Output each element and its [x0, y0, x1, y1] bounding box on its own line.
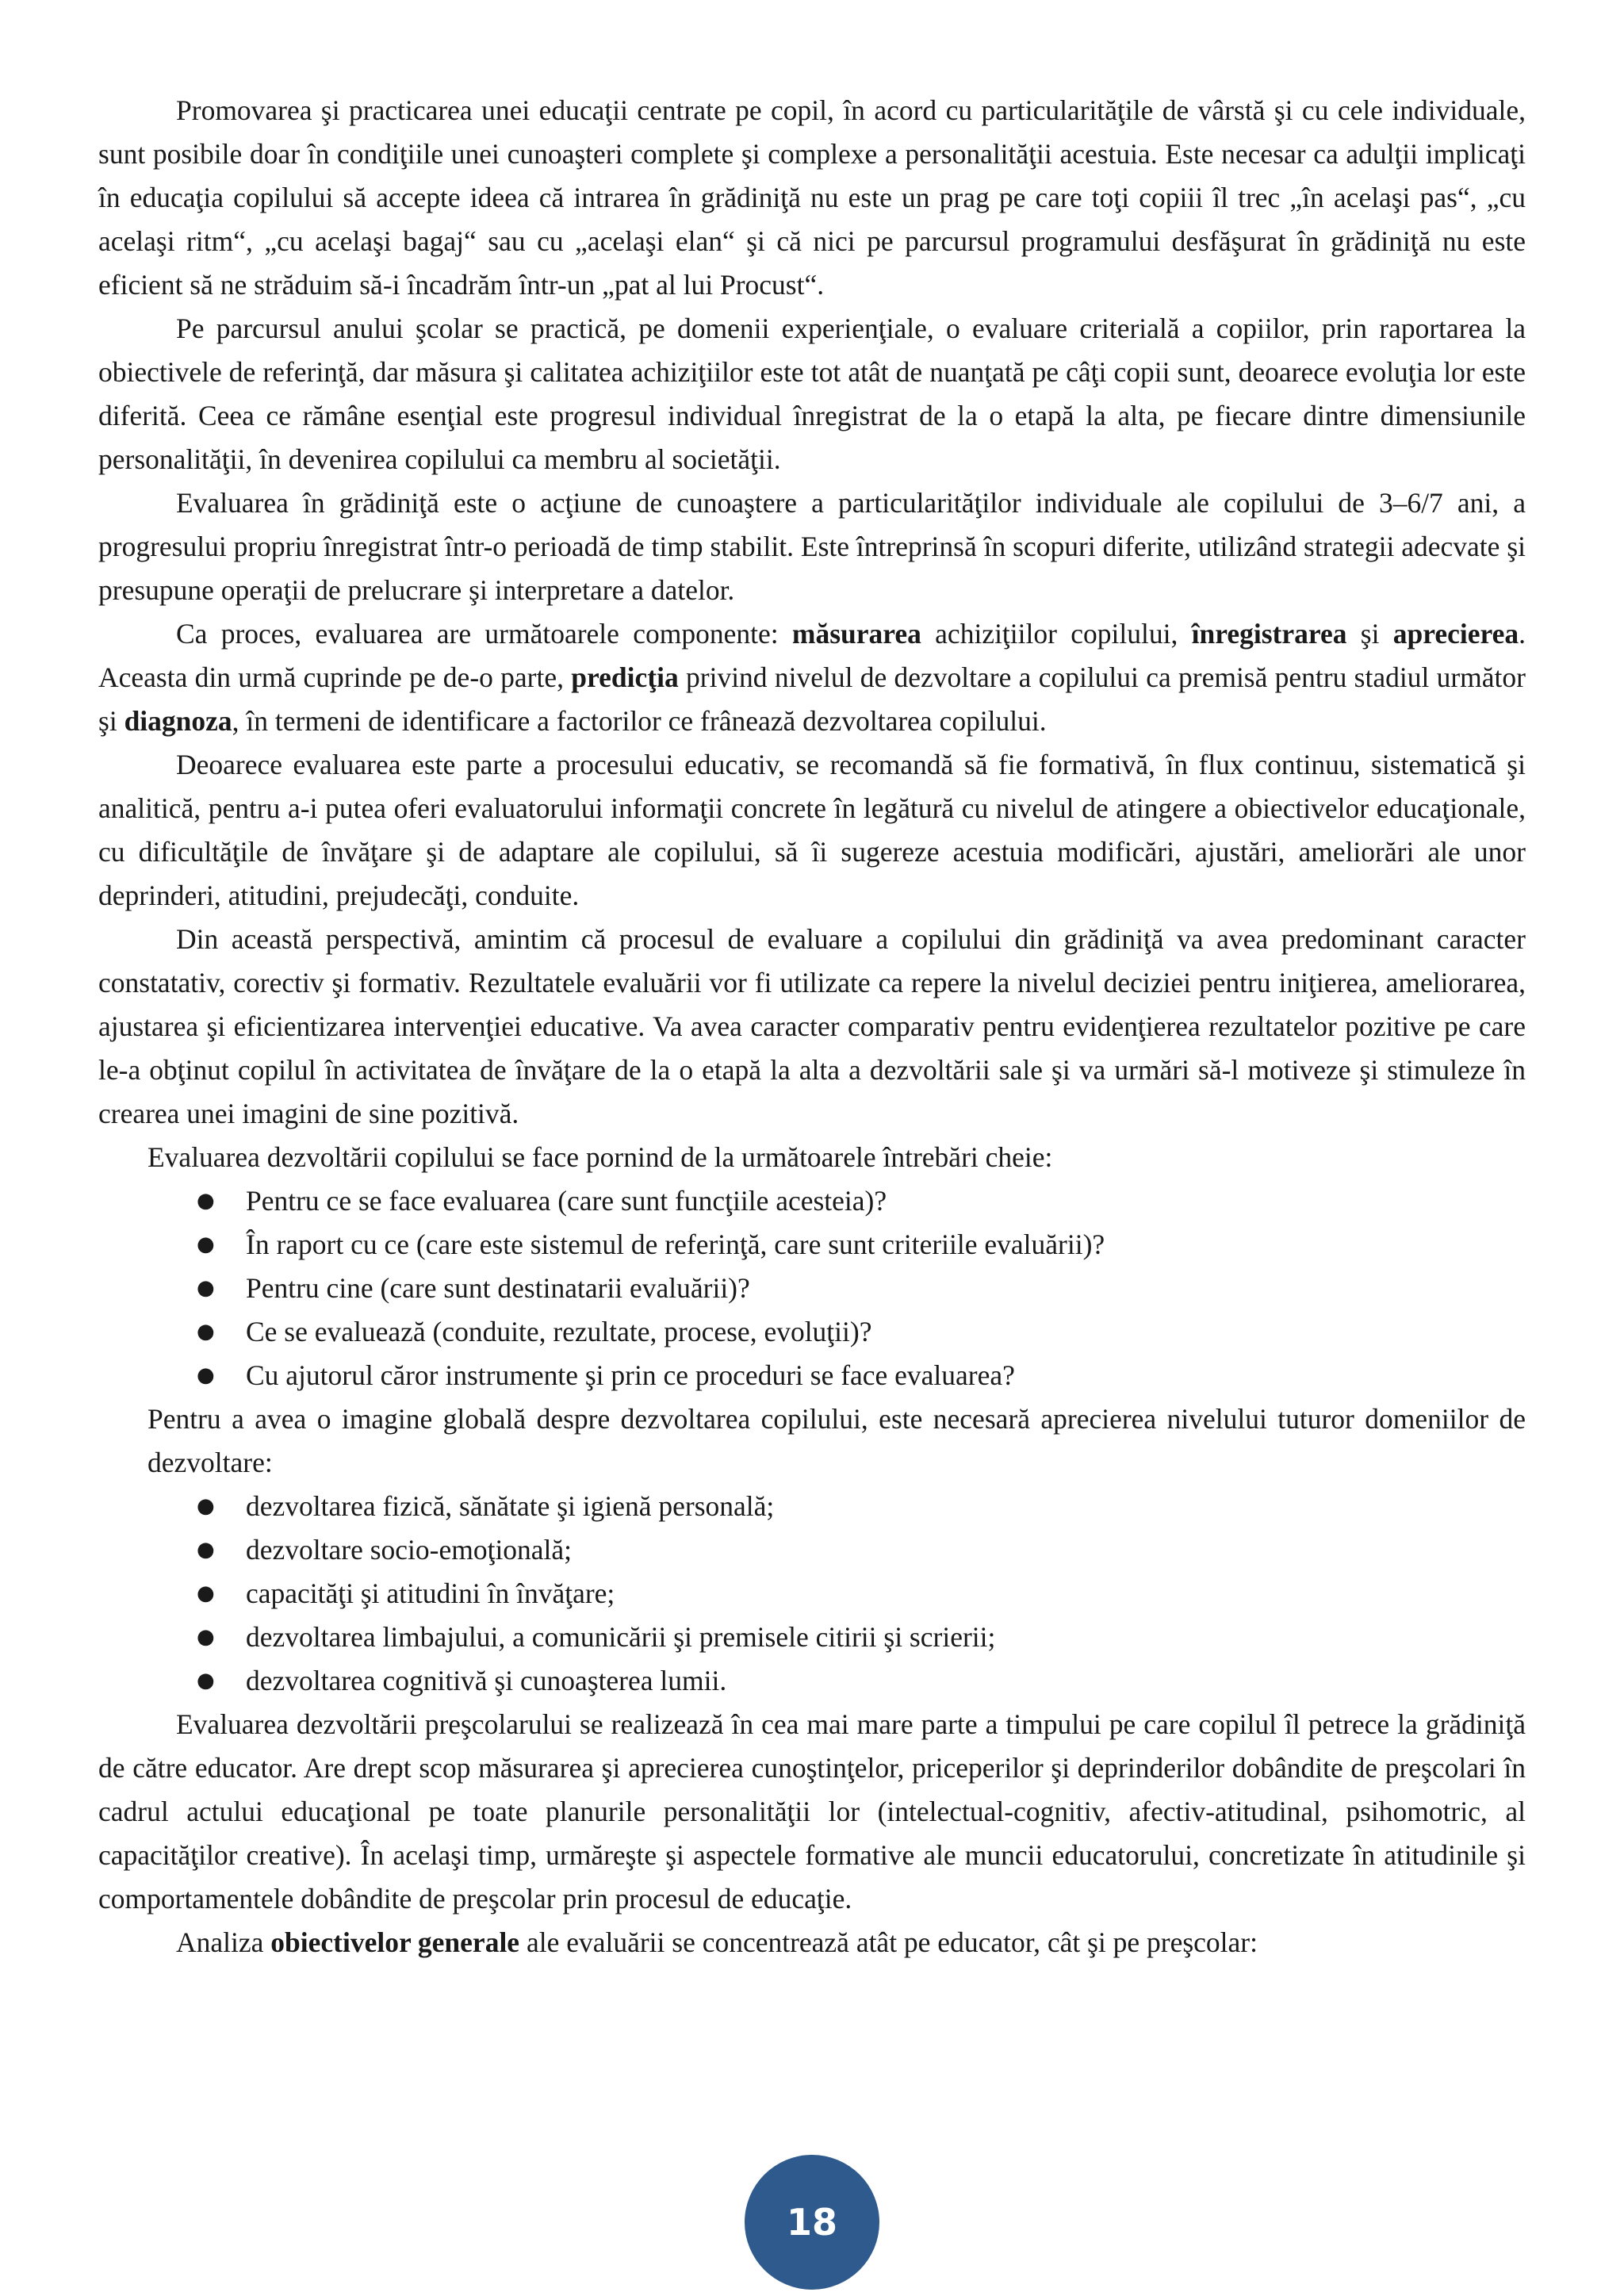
bold-term-predictia: predicţia — [571, 661, 679, 693]
list-item-text: Pentru ce se face evaluarea (care sunt funcţiile acesteia)? — [246, 1185, 887, 1217]
list-item-text: dezvoltare socio-emoţională; — [246, 1534, 573, 1566]
list-item — [197, 1310, 1526, 1354]
bold-term-diagnoza: diagnoza — [124, 705, 232, 737]
bullet-icon: ● — [197, 1625, 215, 1649]
list-item — [197, 1223, 1526, 1267]
text-run: ale evaluării se concentrează atât pe educator, cât şi pe preşcolar: — [519, 1926, 1258, 1958]
paragraph-criterial-evaluation: Pe parcursul anului şcolar se practică, pe domenii experienţiale, o evaluare criterială a copiilor, prin raportarea la obiectivele de referinţă, dar măsura şi calitatea achiziţiilor este tot atât de nuanţată pe câţi copii sunt, deoarece evoluţia lor este diferită. Ceea ce rămâne esenţial este progresul individual înregistrat de la o etapă la alta, pe fiecare dintre dimensiunile personalităţii, în devenirea copilului ca membru al societăţii. — [98, 312, 1526, 475]
page-number-badge — [745, 2155, 879, 2290]
list-item — [197, 1659, 1526, 1703]
key-questions-list — [98, 1179, 1526, 1397]
bullet-icon: ● — [197, 1189, 215, 1213]
text-run: , în termeni de identificare a factorilor ce frânează dezvoltarea copilului. — [232, 705, 1047, 737]
text-run: şi — [1346, 618, 1393, 650]
paragraph-perspective: Din această perspectivă, amintim că procesul de evaluare a copilului din grădiniţă va avea predominant caracter constatativ, corectiv şi formativ. Rezultatele evaluării vor fi utilizate ca repere la nivelul deciziei pentru iniţierea, ameliorarea, ajustarea şi eficientizarea intervenţiei educative. Va avea caracter comparativ pentru evidenţierea rezultatelor pozitive pe care le-a obţinut copilul în activitatea de învăţare de la o etapă la alta a dezvoltării sale şi va urmări să-l motiveze şi stimuleze în crearea unei imagini de sine pozitivă. — [98, 923, 1526, 1129]
text-run: achiziţiilor copilului, — [921, 618, 1192, 650]
list-item-text: Pentru cine (care sunt destinatarii evaluării)? — [246, 1272, 750, 1304]
list-item — [197, 1267, 1526, 1310]
text-run: privind nivelul de dezvoltare a copilului ca premisă pentru stadiul următor şi — [98, 661, 1526, 737]
text-run: Ca proces, evaluarea are următoarele componente: — [176, 618, 792, 650]
list-item-text: Ce se evaluează (conduite, rezultate, procese, evoluţii)? — [246, 1316, 872, 1347]
paragraph-evaluation-components — [98, 612, 1526, 743]
paragraph-preschooler-evaluation: Evaluarea dezvoltării preşcolarului se realizează în cea mai mare parte a timpului pe care copilul îl petrece la grădiniţă de către educator. Are drept scop măsurarea şi aprecierea cunoştinţelor, priceperilor şi deprinderilor dobândite de preşcolari în cadrul actului educaţional pe toate planurile personalităţii lor (intelectual-cognitiv, afectiv-atitudinal, psihomotric, al capacităţilor creative). În acelaşi timp, urmăreşte şi aspectele formative ale muncii educatorului, concretizate în atitudinile şi comportamentele dobândite de preşcolar prin procesul de educaţie. — [98, 1708, 1526, 1915]
bullet-icon: ● — [197, 1276, 215, 1300]
page-number: 18 — [786, 2201, 837, 2244]
development-domains-list — [98, 1485, 1526, 1703]
paragraph-evaluation-definition: Evaluarea în grădiniţă este o acţiune de cunoaştere a particularităţilor individuale ale copilului de 3–6/7 ani, a progresului propriu înregistrat într-o perioadă de timp stabilit. Este întreprinsă în scopuri diferite, utilizând strategii adecvate şi presupune operaţii de prelucrare şi interpretare a datelor. — [98, 487, 1526, 606]
bold-term-obiectivele-generale: obiectivelor generale — [270, 1926, 520, 1958]
list-item — [197, 1485, 1526, 1528]
list-item — [197, 1354, 1526, 1397]
paragraph-domains-intro: Pentru a avea o imagine globală despre dezvoltarea copilului, este necesară aprecierea nivelului tuturor domeniilor de dezvoltare: — [147, 1403, 1526, 1478]
paragraph-child-centered-education: Promovarea şi practicarea unei educaţii centrate pe copil, în acord cu particularităţile de vârstă şi cu cele individuale, sunt posibile doar în condiţiile unei cunoaşteri complete şi complexe a personalităţii acestuia. Este necesar ca adulţii implicaţi în educaţia copilului să accepte ideea că intrarea în grădiniţă nu este un prag pe care toţi copiii îl trec „în acelaşi pas“, „cu acelaşi ritm“, „cu acelaşi bagaj“ sau cu „acelaşi elan“ şi că nici pe parcursul programului desfăşurat în grădiniţă nu este eficient să ne străduim să-i încadrăm într-un „pat al lui Procust“. — [98, 94, 1526, 301]
bullet-icon: ● — [197, 1669, 215, 1692]
list-item-text: dezvoltarea cognitivă şi cunoaşterea lumii. — [246, 1665, 727, 1696]
list-item-text: capacităţi şi atitudini în învăţare; — [246, 1577, 615, 1609]
paragraph-key-questions-intro: Evaluarea dezvoltării copilului se face pornind de la următoarele întrebări cheie: — [147, 1141, 1053, 1173]
list-item — [197, 1572, 1526, 1616]
list-item-text: În raport cu ce (care este sistemul de referinţă, care sunt criteriile evaluării)? — [246, 1228, 1105, 1260]
bold-term-aprecierea: aprecierea — [1392, 618, 1519, 650]
text-run: . Aceasta din urmă cuprinde pe de-o parte, — [98, 618, 1526, 693]
bold-term-masurarea: măsurarea — [791, 618, 921, 650]
text-run: Analiza — [176, 1926, 271, 1958]
paragraph-general-objectives — [98, 1921, 1526, 1964]
bullet-icon: ● — [197, 1538, 215, 1562]
bullet-icon: ● — [197, 1494, 215, 1518]
bold-term-inregistrarea: înregistrarea — [1191, 618, 1347, 650]
list-item — [197, 1179, 1526, 1223]
list-item — [197, 1616, 1526, 1659]
bullet-icon: ● — [197, 1363, 215, 1387]
list-item — [197, 1528, 1526, 1572]
list-item-text: dezvoltarea fizică, sănătate şi igienă personală; — [246, 1490, 775, 1522]
list-item-text: dezvoltarea limbajului, a comunicării şi premisele citirii şi scrierii; — [246, 1621, 996, 1653]
bullet-icon: ● — [197, 1320, 215, 1343]
bullet-icon: ● — [197, 1232, 215, 1256]
document-page — [98, 89, 1526, 1964]
list-item-text: Cu ajutorul căror instrumente şi prin ce proceduri se face evaluarea? — [246, 1359, 1015, 1391]
paragraph-formative-evaluation: Deoarece evaluarea este parte a procesului educativ, se recomandă să fie formativă, în flux continuu, sistematică şi analitică, pentru a-i putea oferi evaluatorului informaţii concrete în legătură cu nivelul de atingere a obiectivelor educaţionale, cu dificultăţile de învăţare şi de adaptare ale copilului, să îi sugereze acestuia modificări, ajustări, ameliorări ale unor deprinderi, atitudini, prejudecăţi, conduite. — [98, 749, 1526, 911]
bullet-icon: ● — [197, 1581, 215, 1605]
